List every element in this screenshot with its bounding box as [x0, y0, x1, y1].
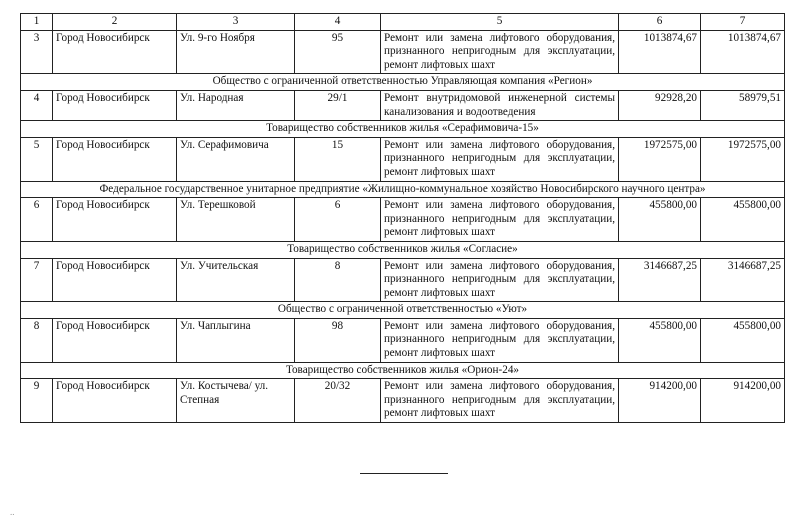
table-row [21, 30, 785, 74]
org-row [21, 302, 785, 319]
cost-cell: 455800,00 [619, 198, 701, 242]
city-cell: Город Новосибирск [53, 379, 177, 423]
street-cell: Ул. Серафимовича [177, 137, 295, 181]
org-name: Общество с ограниченной ответственностью Управляющая компания «Регион» [21, 74, 785, 91]
org-name: Товарищество собственников жилья «Согласие» [21, 241, 785, 258]
org-name: Товарищество собственников жилья «Орион-24» [21, 362, 785, 379]
org-name: Товарищество собственников жилья «Серафимовича-15» [21, 121, 785, 138]
row-number: 3 [21, 30, 53, 74]
table-row [21, 379, 785, 423]
cost-cell: 455800,00 [619, 318, 701, 362]
org-name: Общество с ограниченной ответственностью «Уют» [21, 302, 785, 319]
city-cell: Город Новосибирск [53, 198, 177, 242]
org-row [21, 121, 785, 138]
work-description: Ремонт или замена лифтового оборудования, признанного непригодным для эксплуатации, ремонт лифтовых шахт [381, 137, 619, 181]
house-cell: 6 [295, 198, 381, 242]
work-description: Ремонт или замена лифтового оборудования, признанного непригодным для эксплуатации, ремонт лифтовых шахт [381, 258, 619, 302]
header-row [21, 14, 785, 31]
table-row [21, 198, 785, 242]
street-cell: Ул. Чаплыгина [177, 318, 295, 362]
cost-cell: 1013874,67 [619, 30, 701, 74]
footnote-divider [360, 473, 448, 474]
header-cell: 7 [701, 14, 785, 31]
table-row [21, 318, 785, 362]
total-cell: 1013874,67 [701, 30, 785, 74]
org-row [21, 74, 785, 91]
table-row [21, 258, 785, 302]
row-number: 6 [21, 198, 53, 242]
document-table [20, 13, 785, 423]
street-cell: Ул. 9-го Ноября [177, 30, 295, 74]
city-cell: Город Новосибирск [53, 30, 177, 74]
street-cell: Ул. Учительская [177, 258, 295, 302]
city-cell: Город Новосибирск [53, 318, 177, 362]
total-cell: 1972575,00 [701, 137, 785, 181]
total-cell: 455800,00 [701, 198, 785, 242]
header-cell: 3 [177, 14, 295, 31]
cost-cell: 92928,20 [619, 90, 701, 120]
row-number: 9 [21, 379, 53, 423]
city-cell: Город Новосибирск [53, 258, 177, 302]
total-cell: 455800,00 [701, 318, 785, 362]
row-number: 5 [21, 137, 53, 181]
org-name: Федеральное государственное унитарное предприятие «Жилищно-коммунальное хозяйство Новосибирского научного центра» [21, 181, 785, 198]
org-row [21, 241, 785, 258]
header-cell: 1 [21, 14, 53, 31]
house-cell: 98 [295, 318, 381, 362]
street-cell: Ул. Терешковой [177, 198, 295, 242]
org-row [21, 181, 785, 198]
house-cell: 20/32 [295, 379, 381, 423]
work-description: Ремонт или замена лифтового оборудования, признанного непригодным для эксплуатации, ремонт лифтовых шахт [381, 379, 619, 423]
total-cell: 914200,00 [701, 379, 785, 423]
street-cell: Ул. Костычева/ ул. Степная [177, 379, 295, 423]
work-description: Ремонт или замена лифтового оборудования, признанного непригодным для эксплуатации, ремонт лифтовых шахт [381, 198, 619, 242]
street-cell: Ул. Народная [177, 90, 295, 120]
corner-mark: .. [10, 507, 15, 517]
city-cell: Город Новосибирск [53, 137, 177, 181]
table-row [21, 90, 785, 120]
total-cell: 3146687,25 [701, 258, 785, 302]
cost-cell: 3146687,25 [619, 258, 701, 302]
header-cell: 5 [381, 14, 619, 31]
row-number: 8 [21, 318, 53, 362]
house-cell: 15 [295, 137, 381, 181]
row-number: 7 [21, 258, 53, 302]
house-cell: 29/1 [295, 90, 381, 120]
row-number: 4 [21, 90, 53, 120]
header-cell: 4 [295, 14, 381, 31]
work-description: Ремонт или замена лифтового оборудования, признанного непригодным для эксплуатации, ремонт лифтовых шахт [381, 30, 619, 74]
table-row [21, 137, 785, 181]
total-cell: 58979,51 [701, 90, 785, 120]
org-row [21, 362, 785, 379]
cost-cell: 914200,00 [619, 379, 701, 423]
house-cell: 8 [295, 258, 381, 302]
header-cell: 6 [619, 14, 701, 31]
cost-cell: 1972575,00 [619, 137, 701, 181]
house-cell: 95 [295, 30, 381, 74]
header-cell: 2 [53, 14, 177, 31]
city-cell: Город Новосибирск [53, 90, 177, 120]
work-description: Ремонт или замена лифтового оборудования, признанного непригодным для эксплуатации, ремонт лифтовых шахт [381, 318, 619, 362]
table-body [21, 14, 785, 423]
work-description: Ремонт внутридомовой инженерной системы канализования и водоотведения [381, 90, 619, 120]
